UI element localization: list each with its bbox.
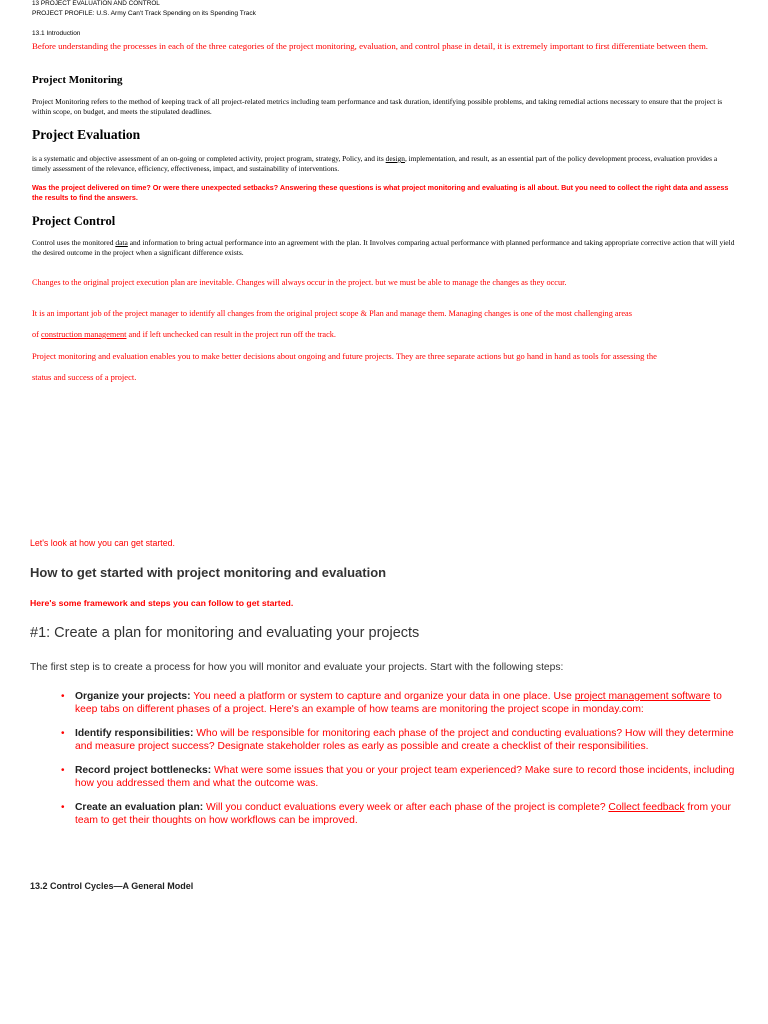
step-1-intro: The first step is to create a process for how you will monitor and evaluate your projects. Start with the following steps: (30, 662, 564, 673)
project-profile-title: PROJECT PROFILE: U.S. Army Can't Track Spending on its Spending Track (32, 10, 256, 17)
list-item (75, 802, 739, 827)
design-link[interactable]: design (385, 154, 405, 163)
bullet-icon (61, 802, 65, 815)
step-text: What were some issues that you or your project team experienced? Make sure to record those incidents, including how you addressed them and what the outcome was. (75, 765, 735, 789)
chapter-title: 13 PROJECT EVALUATION AND CONTROL (32, 0, 160, 7)
key-questions-callout: Was the project delivered on time? Or were there unexpected setbacks? Answering these questions is what project monitoring and evaluating is all about. But you need to collect the right data and assess the results to find the answers. (32, 183, 729, 202)
monitoring-paragraph: Project Monitoring refers to the method of keeping track of all project-related metrics including team performance and task duration, identifying possible problems, and taking remedial actions necessary to ensure that the project is within scope, on budget, and meets the stipulated deadlines. (32, 97, 723, 116)
getting-started-heading: How to get started with project monitoring and evaluation (30, 565, 387, 580)
heading-project-monitoring: Project Monitoring (32, 74, 123, 86)
data-link[interactable]: data (115, 238, 128, 247)
bullet-icon (61, 691, 65, 704)
heading-project-control: Project Control (32, 214, 116, 228)
bullet-icon (61, 765, 65, 778)
control-paragraph (32, 238, 736, 258)
change-management-text-start: of (32, 330, 41, 339)
list-item (75, 691, 739, 716)
evaluation-paragraph (32, 154, 732, 174)
project-management-software-link[interactable]: project management software (574, 691, 711, 702)
step-text: Who will be responsible for monitoring each phase of the project and conducting evaluations? How will they determine and measure project success? Designate stakeholder roles as early as possible and create a checklist of their responsibilities. (75, 728, 734, 752)
section-heading-control-cycles: 13.2 Control Cycles—A General Model (30, 881, 194, 891)
step-text: You need a platform or system to capture and organize your data in one place. Use (190, 691, 575, 702)
bullet-icon (61, 728, 65, 741)
step-label: Identify responsibilities: (75, 728, 194, 739)
list-item (75, 728, 739, 753)
step-label: Create an evaluation plan: (75, 802, 204, 813)
section-heading-introduction: 13.1 Introduction (32, 30, 81, 37)
change-management-line-2 (32, 329, 336, 341)
construction-management-link[interactable]: construction management (41, 330, 127, 339)
list-item (75, 765, 739, 790)
step-text-end: to keep tabs on different phases of a project. Here's an example of how teams are monitoring the project scope in monday.com: (75, 691, 722, 715)
framework-subheading: Here's some framework and steps you can follow to get started. (30, 598, 294, 608)
step-1-heading: #1: Create a plan for monitoring and evaluating your projects (30, 625, 420, 641)
intro-paragraph: Before understanding the processes in each of the three categories of the project monitoring, evaluation, and control phase in detail, it is extremely important to first differentiate between them. (32, 41, 708, 51)
step-label: Organize your projects: (75, 691, 191, 702)
steps-list (75, 691, 739, 839)
collect-feedback-link[interactable]: Collect feedback (608, 802, 685, 813)
monitoring-summary-line-2: status and success of a project. (32, 372, 137, 382)
changes-note: Changes to the original project execution plan are inevitable. Changes will always occur in the project. but we must be able to manage the changes as they occur. (32, 278, 567, 287)
evaluation-text-end: , implementation, and result, as an essential part of the policy development process, evaluation provides a timely assessment of the relevance, efficiency, effectiveness, impact, and sustainability of interventions. (32, 154, 718, 173)
evaluation-text-start: is a systematic and objective assessment of an on-going or completed activity, project program, strategy, Policy, and its (32, 154, 386, 163)
change-management-line-1: It is an important job of the project manager to identify all changes from the original project scope & Plan and manage them. Managing changes is one of the most challenging areas (32, 309, 632, 318)
change-management-text-end: and if left unchecked can result in the project run off the track. (126, 330, 336, 339)
monitoring-summary-line-1: Project monitoring and evaluation enables you to make better decisions about ongoing and future projects. They are three separate actions but go hand in hand as tools for assessing the (32, 351, 657, 361)
control-text-start: Control uses the monitored (32, 238, 116, 247)
step-text: Will you conduct evaluations every week or after each phase of the project is complete? (203, 802, 609, 813)
step-label: Record project bottlenecks: (75, 765, 212, 776)
heading-project-evaluation: Project Evaluation (32, 127, 141, 142)
step-text-end: from your team to get their thoughts on how workflows can be improved. (75, 802, 731, 826)
getting-started-lead-in: Let's look at how you can get started. (30, 538, 175, 548)
control-text-end: and information to bring actual performance into an agreement with the plan. It Involves comparing actual performance with planned performance and taking appropriate corrective action that will yield the desired outcome in the project when a significant difference exists. (32, 238, 735, 257)
